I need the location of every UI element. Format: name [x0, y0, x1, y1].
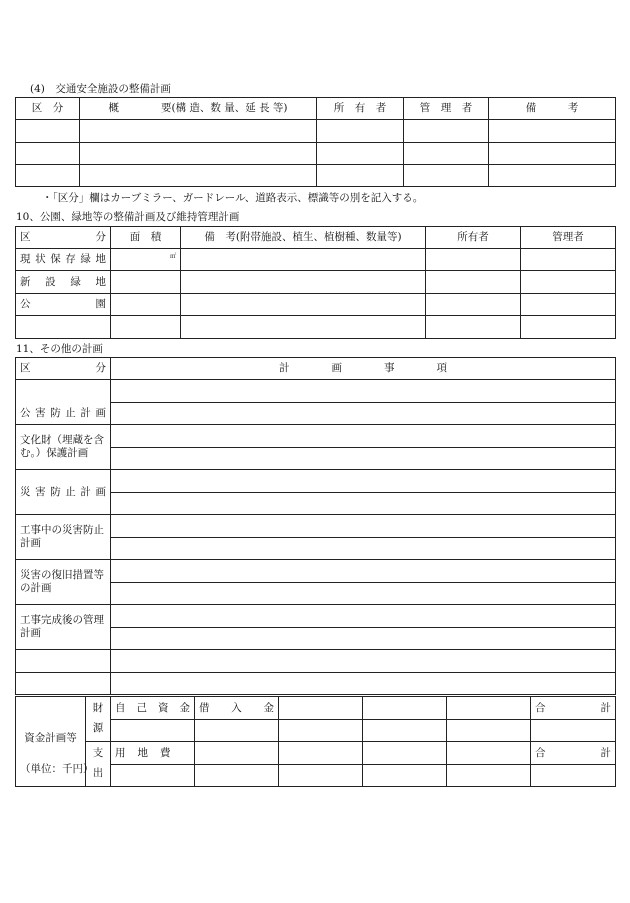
header-remarks: 備 考	[489, 98, 616, 120]
header-outline: 概 要(構 造、数 量、延 長 等)	[80, 98, 317, 120]
row-label-recovery: 災害の復旧措置等の計画	[16, 560, 111, 605]
section4-note: ・「区分」欄はカーブミラー、ガードレール、道路表示、標識等の別を記入する。	[42, 192, 424, 204]
other-plans-table	[15, 357, 616, 695]
funding-label-cell	[16, 697, 94, 787]
header-category: 区 分	[16, 358, 111, 380]
header-plan-items: 計 画 事 項	[111, 358, 616, 380]
header-category: 区 分	[16, 227, 111, 249]
table-row	[16, 120, 616, 143]
col-total-source: 合 計	[531, 697, 616, 720]
row-label-new-green: 新設緑地	[16, 271, 111, 294]
header-category: 区 分	[16, 98, 80, 120]
park-green-table	[15, 226, 616, 339]
row-label-park: 公園	[16, 294, 111, 316]
header-area: 面 積	[111, 227, 181, 249]
row-label-construction-disaster: 工事中の災害防止計画	[16, 515, 111, 560]
table-row	[16, 165, 616, 187]
section11-title: 11、その他の計画	[16, 343, 103, 355]
col-own-funds: 自己資金	[111, 697, 195, 720]
header-owner: 所有者	[426, 227, 521, 249]
header-owner: 所 有 者	[317, 98, 404, 120]
header-remarks: 備 考(附帯施設、植生、植樹種、数量等)	[181, 227, 426, 249]
row-label-cultural: 文化財（埋蔵を含む。）保護計画	[16, 425, 111, 470]
unit-sqm: ㎡	[169, 253, 176, 261]
source-label: 財源	[86, 697, 111, 742]
row-label-disaster-prevention: 災害防止計画	[16, 470, 111, 515]
section10-title: 10、公園、緑地等の整備計画及び維持管理計画	[16, 211, 240, 223]
table-row	[16, 249, 616, 271]
funding-label: 資金計画等	[24, 731, 77, 744]
header-manager: 管 理 者	[404, 98, 489, 120]
table-row	[16, 294, 616, 316]
col-land-cost: 用地費	[111, 742, 195, 765]
unit-label: （単位：千円）	[20, 762, 94, 775]
table-row	[16, 271, 616, 294]
section4-title: (4) 交通安全施設の整備計画	[30, 83, 171, 95]
table-row	[16, 143, 616, 165]
traffic-safety-table	[15, 97, 616, 187]
row-label-pollution: 公害防止計画	[16, 380, 111, 425]
row-label-preserved-green: 現状保存緑地	[16, 249, 111, 271]
header-manager: 管理者	[521, 227, 616, 249]
col-borrowed: 借入金	[195, 697, 279, 720]
col-total-expense: 合 計	[531, 742, 616, 765]
table-row	[16, 316, 616, 339]
row-label-post-completion: 工事完成後の管理計画	[16, 605, 111, 650]
funding-table	[15, 696, 616, 787]
expense-label: 支出	[86, 742, 111, 787]
